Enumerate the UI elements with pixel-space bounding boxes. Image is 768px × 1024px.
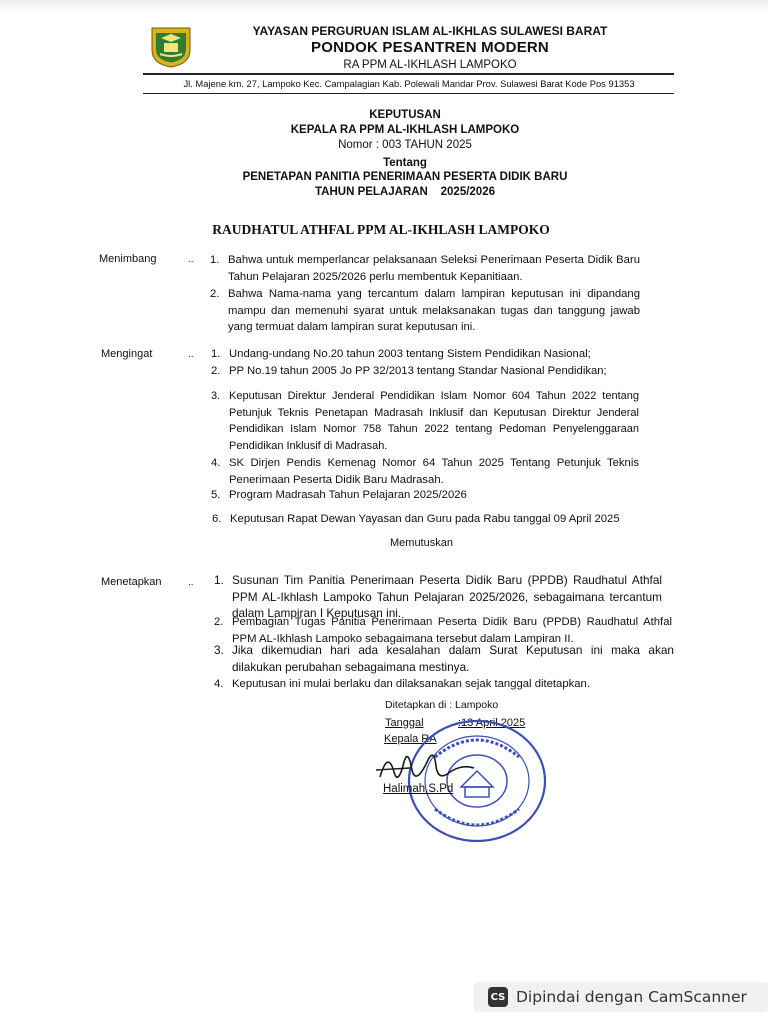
memutuskan-heading: Memutuskan bbox=[390, 537, 453, 549]
letterhead-address: Jl. Majene km. 27, Lampoko Kec. Campalagian Kab. Polewali Mandar Prov. Sulawesi Barat Kode Pos 91353 bbox=[183, 78, 635, 89]
item-text: Jika dikemudian hari ada kesalahan dalam Surat Keputusan ini maka akan dilakukan perubahan sebagaimana mestinya. bbox=[232, 643, 674, 674]
mengingat-item bbox=[211, 346, 649, 363]
menetapkan-label: Menetapkan bbox=[101, 576, 162, 588]
item-number: 1. bbox=[214, 573, 224, 587]
mengingat-item bbox=[211, 363, 649, 380]
mengingat-item bbox=[212, 511, 650, 528]
letterhead-divider-top bbox=[143, 73, 674, 75]
item-number: 2. bbox=[211, 365, 221, 377]
item-text: Bahwa untuk memperlancar pelaksanaan Seleksi Penerimaan Peserta Didik Baru Tahun Pelajaran 2025/2026 perlu membentuk Kepanitiaan. bbox=[228, 254, 640, 283]
item-text: Undang-undang No.20 tahun 2003 tentang Sistem Pendidikan Nasional; bbox=[229, 348, 591, 360]
scan-top-shade bbox=[0, 0, 768, 12]
letterhead-school-name: PONDOK PESANTREN MODERN bbox=[311, 39, 549, 56]
item-text: Keputusan Rapat Dewan Yayasan dan Guru pada Rabu tanggal 09 April 2025 bbox=[230, 513, 620, 525]
menimbang-separator: .. bbox=[188, 254, 194, 265]
item-number: 1. bbox=[210, 254, 220, 266]
menetapkan-separator: .. bbox=[188, 577, 194, 588]
position-title: Kepala RA bbox=[384, 733, 437, 745]
item-number: 3. bbox=[211, 390, 221, 402]
menetapkan-item bbox=[214, 676, 672, 693]
item-text: PP No.19 tahun 2005 Jo PP 32/2013 tentang Standar Nasional Pendidikan; bbox=[229, 365, 607, 377]
item-text: Susunan Tim Panitia Penerimaan Peserta Didik Baru (PPDB) Raudhatul Athfal PPM AL-Ikhlash Lampoko Tahun Pelajaran 2025/2026, sebagaimana tercantum dalam Lampiran I Keputusan ini. bbox=[232, 573, 662, 620]
item-number: 5. bbox=[211, 489, 221, 501]
document-type: KEPUTUSAN bbox=[369, 109, 441, 121]
item-number: 4. bbox=[214, 678, 224, 690]
mengingat-item bbox=[211, 487, 639, 504]
mengingat-item bbox=[211, 455, 639, 488]
date-label: Tanggal bbox=[385, 717, 424, 729]
item-text: Keputusan Direktur Jenderal Pendidikan Islam Nomor 604 Tahun 2022 tentang Petunjuk Teknis Penetapan Madrasah Inklusif dan Keputusan Direktur Jenderal Pendidikan Islam Nomor 758 Tahun 2022 tentang Pedoman Penyelenggaraan Pendidikan Inklusif di Madrasah. bbox=[229, 390, 639, 452]
item-text: Keputusan ini mulai berlaku dan dilaksanakan sejak tanggal ditetapkan. bbox=[232, 678, 590, 690]
letterhead-organization: YAYASAN PERGURUAN ISLAM AL-IKHLAS SULAWESI BARAT bbox=[252, 24, 608, 38]
letterhead-divider-bottom bbox=[143, 93, 674, 94]
document-about: Tentang bbox=[383, 157, 427, 169]
document-subject: PENETAPAN PANITIA PENERIMAAN PESERTA DIDIK BARU bbox=[242, 171, 568, 183]
item-number: 2. bbox=[210, 288, 220, 300]
mengingat-label: Mengingat bbox=[101, 348, 153, 360]
item-text: SK Dirjen Pendis Kemenag Nomor 64 Tahun 2025 Tentang Petunjuk Teknis Penerimaan Peserta Didik Baru Madrasah. bbox=[229, 457, 639, 486]
school-logo bbox=[146, 24, 196, 68]
item-number: 3. bbox=[214, 643, 224, 657]
mengingat-separator: .. bbox=[188, 349, 194, 360]
menetapkan-item bbox=[214, 642, 674, 675]
menimbang-item bbox=[210, 252, 640, 285]
signatory-name: Halimah,S.Pd bbox=[383, 783, 454, 795]
mengingat-item bbox=[211, 388, 639, 454]
document-issuer: KEPALA RA PPM AL-IKHLASH LAMPOKO bbox=[290, 124, 520, 136]
item-number: 4. bbox=[211, 457, 221, 469]
camscanner-watermark bbox=[474, 982, 768, 1012]
menimbang-label: Menimbang bbox=[99, 253, 157, 265]
document-year: TAHUN PELAJARAN 2025/2026 bbox=[314, 186, 495, 198]
date-value: :13 April 2025 bbox=[458, 717, 526, 729]
place-of-issue: Ditetapkan di : Lampoko bbox=[385, 699, 499, 711]
organization-heading: RAUDHATUL ATHFAL PPM AL-IKHLASH LAMPOKO bbox=[212, 222, 550, 237]
item-text: Program Madrasah Tahun Pelajaran 2025/2026 bbox=[229, 489, 467, 501]
letterhead-unit: RA PPM AL-IKHLASH LAMPOKO bbox=[343, 59, 517, 71]
camscanner-icon: CS bbox=[488, 987, 508, 1007]
item-text: Pembagian Tugas Panitia Penerimaan Peserta Didik Baru (PPDB) Raudhatul Athfal PPM AL-Ikhlash Lampoko sebagaimana tersebut dalam Lampiran II. bbox=[232, 616, 672, 645]
menimbang-item bbox=[210, 286, 640, 336]
camscanner-text: Dipindai dengan CamScanner bbox=[516, 988, 747, 1006]
item-number: 1. bbox=[211, 348, 221, 360]
item-text: Bahwa Nama-nama yang tercantum dalam lampiran keputusan ini dipandang mampu dan memenuhi syarat untuk melaksanakan tugas dan tanggung jawab yang termuat dalam lampiran surat keputusan ini. bbox=[228, 288, 640, 333]
document-number: Nomor : 003 TAHUN 2025 bbox=[338, 139, 472, 151]
item-number: 6. bbox=[212, 513, 222, 525]
item-number: 2. bbox=[214, 616, 224, 628]
